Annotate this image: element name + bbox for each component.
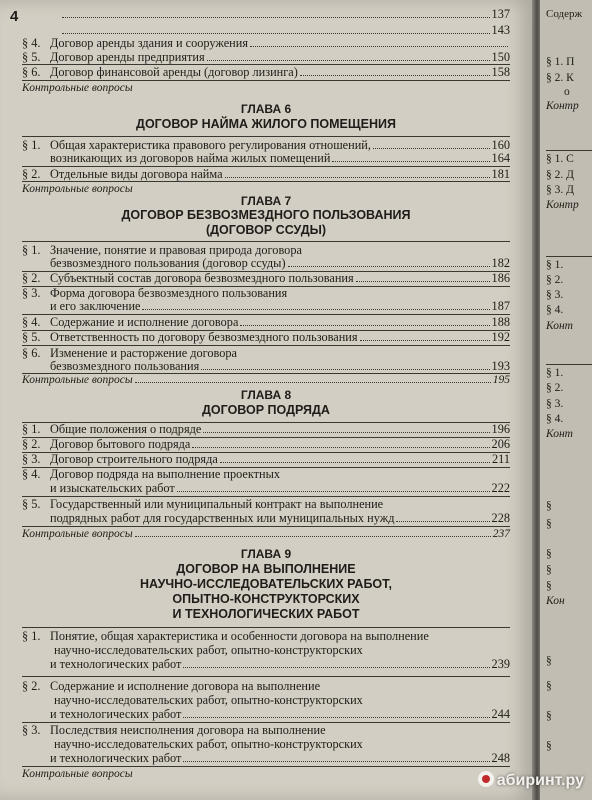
facing-page-fragment: §	[546, 710, 552, 722]
toc-entry	[22, 453, 510, 466]
toc-entry	[22, 498, 510, 511]
section-number: § 4.	[22, 315, 41, 329]
entry-page: 206	[491, 437, 510, 451]
chapter-label: ГЛАВА 6	[240, 102, 292, 116]
section-title: Отдельные виды договора найма	[50, 167, 223, 181]
chapter-title: ДОГОВОР ПОДРЯДА	[202, 403, 330, 417]
toc-entry	[22, 630, 510, 643]
facing-page-fragment: § 3. Д	[546, 184, 574, 196]
toc-entry	[22, 168, 510, 181]
chapter-title: И ТЕХНОЛОГИЧЕСКИХ РАБОТ	[172, 607, 360, 621]
chapter-label: ГЛАВА 7	[240, 194, 292, 208]
divider	[22, 136, 510, 137]
divider	[22, 241, 510, 242]
control-questions	[22, 82, 510, 94]
entry-page: 182	[491, 256, 510, 270]
leader-dots	[62, 33, 490, 34]
leader-dots	[250, 46, 508, 47]
section-number: § 5.	[22, 50, 41, 64]
section-title: Общая характеристика правового регулирования отношений,	[50, 138, 371, 152]
leader-dots	[203, 432, 489, 433]
divider	[22, 80, 510, 81]
toc-entry-continuation	[50, 300, 510, 313]
section-title: Субъектный состав договора безвозмездного пользования	[50, 271, 354, 285]
entry-page: 239	[491, 657, 510, 671]
toc-entry	[60, 8, 510, 21]
section-number: § 2.	[22, 271, 41, 285]
section-title-continued: безвозмездного пользования (договор ссуды)	[50, 256, 286, 270]
divider	[546, 364, 592, 365]
section-number: § 6.	[22, 65, 41, 79]
chapter-title: (ДОГОВОР ССУДЫ)	[205, 223, 327, 237]
facing-page-fragment: §	[546, 580, 552, 592]
entry-page: 192	[491, 330, 510, 344]
facing-page-fragment: §	[546, 564, 552, 576]
leader-dots	[192, 447, 489, 448]
section-number: § 1.	[22, 243, 41, 257]
toc-entry-continuation	[50, 152, 510, 165]
leader-dots	[183, 717, 489, 718]
section-number: § 3.	[22, 452, 41, 466]
entry-page: 222	[491, 481, 510, 495]
divider	[22, 181, 510, 182]
leader-dots	[183, 667, 489, 668]
section-title-continued: научно-исследовательских работ, опытно-конструкторских	[54, 737, 363, 751]
leader-dots	[177, 491, 490, 492]
section-title-continued: безвозмездного пользования	[50, 359, 200, 373]
toc-entry-continuation	[50, 658, 510, 671]
leader-dots	[300, 75, 490, 76]
leader-dots	[332, 161, 489, 162]
facing-page-fragment: § 2.	[546, 382, 564, 394]
toc-entry-continuation	[50, 512, 510, 525]
facing-page-fragment: § 4.	[546, 304, 564, 316]
entry-page: 237	[492, 528, 510, 540]
entry-page: 186	[491, 271, 510, 285]
toc-entry	[22, 423, 510, 436]
section-title-continued: и технологических работ	[50, 751, 182, 765]
section-number: § 6.	[22, 346, 41, 360]
chapter-title: НАУЧНО-ИССЛЕДОВАТЕЛЬСКИХ РАБОТ,	[139, 577, 393, 591]
section-title: Договор бытового подряда	[50, 437, 191, 451]
section-number: § 2.	[22, 679, 41, 693]
toc-entry-continuation	[50, 257, 510, 270]
facing-page-fragment: §	[546, 655, 552, 667]
entry-page: 137	[491, 7, 510, 21]
control-questions-label: Контрольные вопросы	[22, 768, 133, 780]
facing-page-fragment: Кон	[546, 595, 565, 607]
toc-entry-continuation	[50, 482, 510, 495]
facing-page-fragment: § 2. Д	[546, 169, 574, 181]
section-number: § 2.	[22, 167, 41, 181]
section-title: Последствия неисполнения договора на выполнение	[50, 723, 326, 737]
control-questions-label: Контрольные вопросы	[22, 183, 133, 195]
section-title: Изменение и расторжение договора	[50, 346, 238, 360]
leader-dots	[62, 17, 490, 18]
section-title-continued: и изыскательских работ	[50, 481, 175, 495]
entry-page: 164	[491, 151, 510, 165]
toc-entry-continuation	[50, 752, 510, 765]
entry-page: 143	[491, 23, 510, 37]
facing-page-header: Содерж	[546, 8, 583, 20]
divider	[22, 526, 510, 527]
section-title: Договор аренды предприятия	[50, 50, 205, 64]
section-title-continued: возникающих из договоров найма жилых помещений	[50, 151, 331, 165]
facing-page-fragment: о	[564, 86, 570, 98]
toc-entry	[22, 51, 510, 64]
section-number: § 2.	[22, 437, 41, 451]
chapter-label: ГЛАВА 8	[240, 388, 292, 402]
section-number: § 4.	[22, 467, 41, 481]
watermark-text: абиринт.ру	[496, 772, 584, 789]
page-number: 4	[10, 8, 19, 25]
leader-dots	[142, 309, 489, 310]
facing-page-fragment: §	[546, 740, 552, 752]
section-title-continued: и технологических работ	[50, 657, 182, 671]
facing-page-fragment: § 2.	[546, 274, 564, 286]
facing-page-fragment: §	[546, 500, 552, 512]
toc-entry	[22, 331, 510, 344]
watermark	[478, 771, 584, 790]
divider	[22, 766, 510, 767]
chapter-title: ОПЫТНО-КОНСТРУКТОРСКИХ	[172, 592, 360, 606]
control-questions	[22, 374, 510, 386]
leader-dots	[396, 521, 489, 522]
entry-page: 211	[492, 452, 510, 466]
leader-dots	[288, 266, 490, 267]
leader-dots	[360, 340, 490, 341]
section-title: Договор строительного подряда	[50, 452, 218, 466]
entry-page: 244	[491, 707, 510, 721]
section-number: § 3.	[22, 723, 41, 737]
entry-page: 193	[491, 359, 510, 373]
chapter-title: ДОГОВОР НА ВЫПОЛНЕНИЕ	[176, 562, 356, 576]
entry-page: 195	[492, 374, 510, 386]
section-number: § 1.	[22, 138, 41, 152]
leader-dots	[135, 382, 491, 383]
section-number: § 5.	[22, 330, 41, 344]
control-questions	[22, 528, 510, 540]
facing-page-fragment: § 1.	[546, 367, 564, 379]
divider	[22, 627, 510, 628]
section-title-continued: и технологических работ	[50, 707, 182, 721]
facing-page-fragment: Контр	[546, 100, 579, 112]
entry-page: 188	[491, 315, 510, 329]
leader-dots	[207, 60, 490, 61]
leader-dots	[225, 177, 490, 178]
entry-page: 150	[491, 50, 510, 64]
leader-dots	[183, 761, 489, 762]
leader-dots	[373, 148, 490, 149]
control-questions-label: Контрольные вопросы	[22, 374, 133, 386]
facing-page-fragment: § 1. С	[546, 153, 574, 165]
leader-dots	[356, 281, 490, 282]
entry-page: 158	[491, 65, 510, 79]
leader-dots	[201, 369, 489, 370]
facing-page-fragment: § 4.	[546, 413, 564, 425]
chapter-title: ДОГОВОР НАЙМА ЖИЛОГО ПОМЕЩЕНИЯ	[136, 117, 396, 131]
section-title-continued: научно-исследовательских работ, опытно-конструкторских	[54, 643, 363, 657]
section-title: Форма договора безвозмездного пользования	[50, 286, 288, 300]
leader-dots	[240, 325, 489, 326]
section-title-continued: научно-исследовательских работ, опытно-конструкторских	[54, 693, 363, 707]
toc-entry	[22, 438, 510, 451]
leader-dots	[135, 536, 491, 537]
leader-dots	[220, 462, 490, 463]
section-title: Договор аренды здания и сооружения	[50, 36, 248, 50]
facing-page-fragment: Конт	[546, 428, 573, 440]
divider	[22, 676, 510, 677]
section-title: Государственный или муниципальный контракт на выполнение	[50, 497, 384, 511]
toc-entry	[22, 37, 510, 50]
facing-page-fragment: Контр	[546, 199, 579, 211]
section-title-continued: и его заключение	[50, 299, 141, 313]
section-number: § 3.	[22, 286, 41, 300]
section-title: Понятие, общая характеристика и особенности договора на выполнение	[50, 629, 429, 643]
facing-page-fragment: § 2. К	[546, 72, 574, 84]
entry-page: 187	[491, 299, 510, 313]
section-title: Содержание и исполнение договора на выполнение	[50, 679, 321, 693]
facing-page	[540, 0, 592, 800]
facing-page-fragment: § 3.	[546, 289, 564, 301]
toc-entry-continuation	[50, 708, 510, 721]
toc-entry	[22, 680, 510, 693]
section-number: § 4.	[22, 36, 41, 50]
toc-entry-continuation	[50, 360, 510, 373]
control-questions	[22, 768, 510, 780]
entry-page: 196	[491, 422, 510, 436]
section-title: Договор подряда на выполнение проектных	[50, 467, 281, 481]
facing-page-fragment: § 3.	[546, 398, 564, 410]
divider	[546, 150, 592, 151]
entry-page: 248	[491, 751, 510, 765]
chapter-label: ГЛАВА 9	[240, 547, 292, 561]
section-number: § 1.	[22, 629, 41, 643]
section-number: § 5.	[22, 497, 41, 511]
section-title: Договор финансовой аренды (договор лизинга)	[50, 65, 298, 79]
entry-page: 181	[491, 167, 510, 181]
control-questions-label: Контрольные вопросы	[22, 82, 133, 94]
facing-page-fragment: § 1.	[546, 259, 564, 271]
section-number: § 1.	[22, 422, 41, 436]
section-title-continued: подрядных работ для государственных или муниципальных нужд	[50, 511, 395, 525]
facing-page-fragment: §	[546, 548, 552, 560]
section-title: Ответственность по договору безвозмездного пользования	[50, 330, 358, 344]
chapter-title: ДОГОВОР БЕЗВОЗМЕЗДНОГО ПОЛЬЗОВАНИЯ	[121, 208, 411, 222]
toc-entry	[22, 724, 510, 737]
section-title: Значение, понятие и правовая природа договора	[50, 243, 302, 257]
control-questions-label: Контрольные вопросы	[22, 528, 133, 540]
facing-page-fragment: §	[546, 518, 552, 530]
facing-page-fragment: Конт	[546, 320, 573, 332]
entry-page: 228	[491, 511, 510, 525]
labirint-logo-icon	[478, 771, 494, 787]
toc-entry	[22, 468, 510, 481]
facing-page-fragment: §	[546, 680, 552, 692]
divider	[546, 256, 592, 257]
section-title: Общие положения о подряде	[50, 422, 202, 436]
entry-page: 160	[491, 138, 510, 152]
toc-entry	[22, 272, 510, 285]
toc-entry	[22, 316, 510, 329]
section-title: Содержание и исполнение договора	[50, 315, 239, 329]
toc-entry	[22, 66, 510, 79]
facing-page-fragment: § 1. П	[546, 56, 575, 68]
